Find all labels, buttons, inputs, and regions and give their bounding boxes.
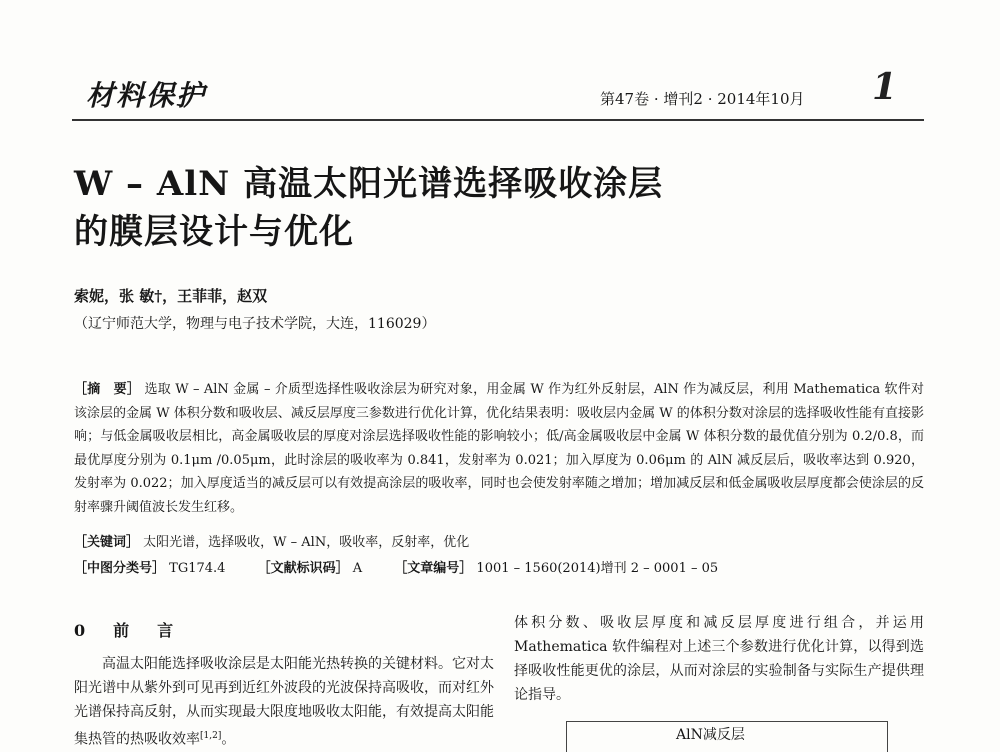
- issue-info: 第47卷 · 增刊2 · 2014年10月: [600, 90, 805, 108]
- doc-code-value: A: [352, 561, 363, 576]
- article-number-label: ［文章编号］: [394, 561, 473, 576]
- right-paragraph: 体积分数、吸收层厚度和减反层厚度进行组合，并运用 Mathematica 软件编程对上述三个参数进行优化计算，以得到选择吸收性能更优的涂层，从而对涂层的实验制备与实际生产提供理论指导。: [514, 615, 924, 703]
- section-heading: 0 前 言: [74, 621, 180, 640]
- authors: 索妮，张 敏†，王菲菲，赵双: [74, 287, 268, 305]
- affiliation: （辽宁师范大学，物理与电子技术学院，大连，116029）: [74, 316, 436, 332]
- right-column: [514, 611, 924, 707]
- left-column: [74, 652, 494, 752]
- journal-name: 材料保护: [86, 79, 207, 112]
- abstract-label: ［摘 要］: [74, 382, 141, 397]
- clc-label: ［中图分类号］: [74, 561, 166, 576]
- intro-paragraph: [74, 652, 494, 752]
- intro-end: 。: [221, 731, 236, 748]
- keywords-label: ［关键词］: [74, 535, 140, 550]
- article-number-value: 1001 – 1560(2014)增刊 2 – 0001 – 05: [476, 561, 719, 576]
- abstract-text: 选取 W – AlN 金属 – 介质型选择性吸收涂层为研究对象，用金属 W 作为红外反射层，AlN 作为减反层，利用 Mathematica 软件对该涂层的金属 W 体积分数和吸收层、减反层厚度三参数进行优化计算，优化结果表明：吸收层内金属 W 的体积分数对涂层的选择吸收性能有直接影响；与低金属吸收层相比，高金属吸收层的厚度对涂层选择吸收性能的影响较小；低/高金属吸收层中金属 W 体积分数的最优值分别为 0.2/0.8，而最优厚度分别为 0.1μm /0.05μm，此时涂层的吸收率为 0.841，发射率为 0.021；加入厚度为 0.06μm 的 AlN 减反层后，吸收率达到 0.920，发射率为 0.022；加入厚度适当的减反层可以有效提高涂层的吸收率，同时也会使发射率随之增加；增加减反层和低金属吸收层厚度都会使涂层的反射率骤升阈值波长发生红移。: [74, 382, 924, 515]
- keywords: [74, 531, 469, 550]
- title-line-2: 的膜层设计与优化: [74, 212, 354, 252]
- citation: [1,2]: [200, 731, 222, 741]
- title-line-1: W – AlN 高温太阳光谱选择吸收涂层: [74, 164, 664, 204]
- intro-text: 高温太阳能选择吸收涂层是太阳能光热转换的关键材料。它对太阳光谱中从紫外到可见再到近红外波段的光波保持高吸收，而对红外光谱保持高反射，从而实现最大限度地吸收太阳能，有效提高太阳能集热管的热吸收效率: [74, 656, 494, 748]
- keywords-text: 太阳光谱，选择吸收，W – AlN，吸收率，反射率，优化: [143, 535, 470, 550]
- doc-code-label: ［文献标识码］: [257, 561, 349, 576]
- page-number: 1: [872, 66, 898, 108]
- clc-value: TG174.4: [169, 561, 226, 576]
- header-rule: [72, 119, 924, 121]
- abstract: [74, 378, 924, 519]
- figure-label: AlN减反层: [676, 727, 745, 743]
- classification-line: [74, 557, 924, 576]
